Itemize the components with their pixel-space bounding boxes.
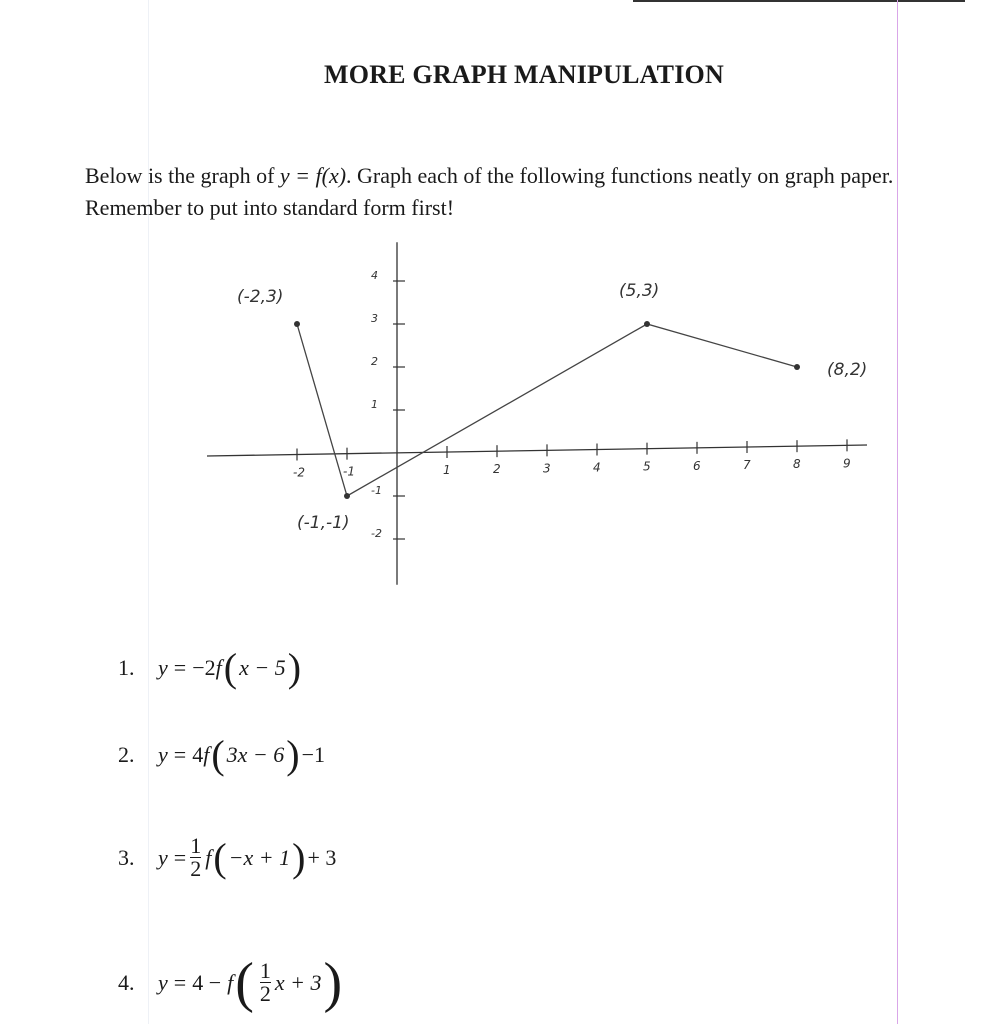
- problem-4: [118, 951, 344, 1014]
- y-tick-label: -2: [371, 527, 382, 540]
- expr-y: y: [158, 742, 168, 767]
- expr-inner: 3x − 6: [226, 742, 285, 767]
- expr-f: f: [203, 742, 210, 767]
- y-tick-label: 3: [371, 312, 378, 325]
- intro-before: Below is the graph of: [85, 163, 275, 188]
- problem-expression: [158, 732, 326, 777]
- expr-inner: x − 5: [239, 655, 286, 680]
- close-paren: ): [323, 951, 343, 1014]
- problem-1: [118, 645, 303, 690]
- problem-3: [118, 835, 336, 880]
- close-paren: ): [287, 645, 302, 690]
- expr-leading: 4 −: [192, 969, 222, 995]
- fraction-denominator: 2: [190, 856, 202, 881]
- expr-inner: x + 3: [274, 969, 322, 995]
- close-paren: ): [286, 732, 300, 777]
- x-tick-label: 9: [843, 456, 851, 471]
- close-paren: ): [292, 834, 306, 880]
- expr-f: f: [227, 969, 234, 995]
- open-paren: (: [213, 834, 227, 880]
- intro-after: . Graph each of the following functions neatly on graph paper. Remember to put into standard form first!: [85, 163, 894, 220]
- point-label: (5,3): [619, 281, 660, 301]
- x-tick-label: 6: [693, 458, 701, 473]
- expr-y: y: [158, 844, 168, 870]
- fraction-numerator: 1: [259, 958, 271, 983]
- open-paren: (: [235, 951, 254, 1014]
- x-tick-label: 1: [443, 463, 451, 477]
- problem-number: 3.: [118, 844, 135, 870]
- expr-constant: + 3: [307, 844, 337, 870]
- y-tick-label: 4: [371, 269, 378, 282]
- x-axis: [207, 445, 867, 456]
- x-tick-label: 7: [743, 458, 751, 472]
- fraction: [190, 835, 201, 880]
- problem-expression: [158, 951, 344, 1014]
- problem-expression: [158, 835, 336, 880]
- y-tick-label: -1: [371, 484, 382, 497]
- x-tick-label: 2: [493, 462, 501, 477]
- expr-constant: −1: [301, 742, 326, 767]
- data-point: [644, 321, 650, 327]
- expr-y: y: [158, 655, 168, 680]
- x-tick-label: 4: [593, 460, 601, 475]
- problem-2: [118, 732, 326, 777]
- y-tick-label: 1: [371, 398, 378, 411]
- page-title: MORE GRAPH MANIPULATION: [324, 60, 724, 89]
- fraction-numerator: 1: [190, 833, 202, 858]
- x-tick-label: -1: [343, 464, 355, 479]
- expr-inner: −x + 1: [228, 844, 291, 870]
- point-label: (-2,3): [237, 287, 284, 307]
- expr-coef: 4: [192, 742, 204, 767]
- expr-y: y: [158, 969, 168, 995]
- problem-number: 2.: [118, 742, 135, 767]
- open-paren: (: [223, 645, 238, 690]
- expr-f: f: [215, 655, 222, 680]
- problem-expression: [158, 645, 303, 690]
- open-paren: (: [211, 732, 225, 777]
- y-tick-label: 2: [371, 355, 378, 368]
- expr-eq: =: [173, 969, 187, 995]
- x-tick-label: 5: [643, 459, 651, 474]
- point-label: (8,2): [827, 360, 868, 380]
- intro-function: y = f(x): [279, 163, 347, 188]
- data-point: [294, 321, 300, 327]
- problem-number: 4.: [118, 969, 135, 995]
- expr-coef: −2: [192, 655, 216, 680]
- x-tick-label: 8: [793, 457, 801, 472]
- fraction: [260, 960, 271, 1005]
- data-point: [794, 364, 800, 370]
- expr-eq: =: [173, 742, 187, 767]
- x-tick-label: 3: [543, 461, 551, 476]
- data-point: [344, 493, 350, 499]
- problem-number: 1.: [118, 655, 135, 680]
- expr-f: f: [205, 844, 212, 870]
- fraction-denominator: 2: [259, 981, 271, 1006]
- expr-eq: =: [173, 655, 187, 680]
- point-label: (-1,-1): [297, 513, 350, 533]
- x-tick-label: -2: [293, 465, 305, 480]
- expr-eq: =: [173, 844, 187, 870]
